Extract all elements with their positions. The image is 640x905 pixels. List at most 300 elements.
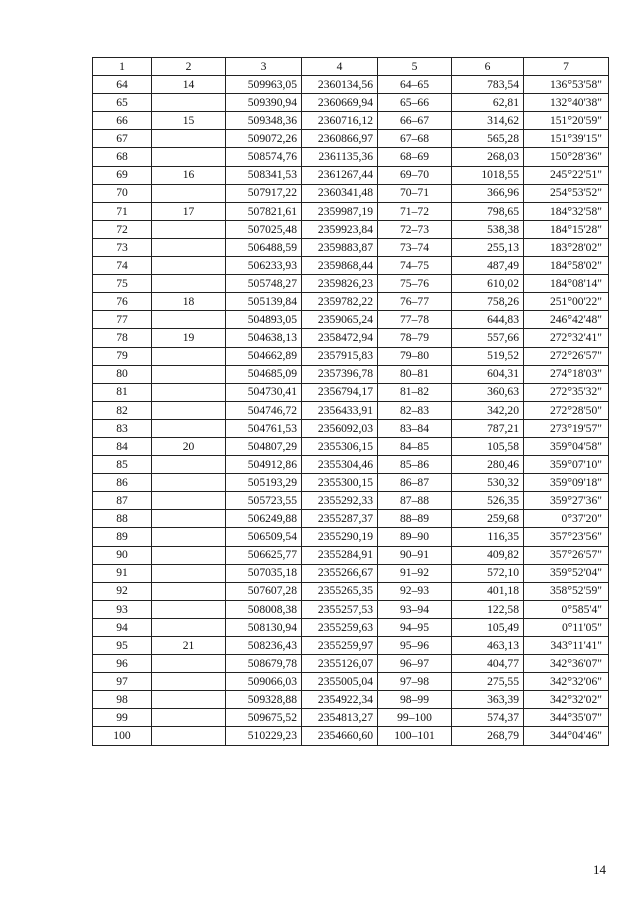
header-cell: 6: [452, 58, 524, 76]
table-row: [93, 510, 609, 528]
table-row: [93, 691, 609, 709]
segment-cell: 66–67: [378, 112, 452, 130]
x-coordinate-cell: 508341,53: [226, 166, 302, 184]
x-coordinate-cell: 506625,77: [226, 546, 302, 564]
segment-cell: 88–89: [378, 510, 452, 528]
bearing-cell: 344°04'46": [524, 727, 609, 745]
table-row: [93, 257, 609, 275]
y-coordinate-cell: 2356092,03: [302, 419, 378, 437]
sheet-number-cell: [152, 238, 226, 256]
table-body: [93, 58, 609, 746]
distance-cell: 62,81: [452, 94, 524, 112]
x-coordinate-cell: 504912,86: [226, 456, 302, 474]
x-coordinate-cell: 510229,23: [226, 727, 302, 745]
distance-cell: 758,26: [452, 293, 524, 311]
sheet-number-cell: [152, 727, 226, 745]
y-coordinate-cell: 2355300,15: [302, 474, 378, 492]
x-coordinate-cell: 507025,48: [226, 220, 302, 238]
table-row: [93, 76, 609, 94]
bearing-cell: 359°04'58": [524, 437, 609, 455]
table-row: [93, 456, 609, 474]
sheet-number-cell: [152, 456, 226, 474]
distance-cell: 275,55: [452, 673, 524, 691]
bearing-cell: 184°08'14": [524, 275, 609, 293]
bearing-cell: 246°42'48": [524, 311, 609, 329]
point-number-cell: 89: [93, 528, 152, 546]
sheet-number-cell: [152, 655, 226, 673]
distance-cell: 122,58: [452, 600, 524, 618]
distance-cell: 404,77: [452, 655, 524, 673]
x-coordinate-cell: 505748,27: [226, 275, 302, 293]
sheet-number-cell: 21: [152, 637, 226, 655]
bearing-cell: 184°32'58": [524, 202, 609, 220]
table-row: [93, 383, 609, 401]
table-row: [93, 528, 609, 546]
sheet-number-cell: 18: [152, 293, 226, 311]
point-number-cell: 68: [93, 148, 152, 166]
point-number-cell: 77: [93, 311, 152, 329]
table-row: [93, 112, 609, 130]
segment-cell: 91–92: [378, 564, 452, 582]
y-coordinate-cell: 2355284,91: [302, 546, 378, 564]
table-row: [93, 202, 609, 220]
y-coordinate-cell: 2357915,83: [302, 347, 378, 365]
sheet-number-cell: [152, 257, 226, 275]
x-coordinate-cell: 505193,29: [226, 474, 302, 492]
y-coordinate-cell: 2355257,53: [302, 600, 378, 618]
x-coordinate-cell: 504807,29: [226, 437, 302, 455]
segment-cell: 94–95: [378, 618, 452, 636]
bearing-cell: 359°52'04": [524, 564, 609, 582]
point-number-cell: 93: [93, 600, 152, 618]
bearing-cell: 254°53'52": [524, 184, 609, 202]
table-row: [93, 582, 609, 600]
sheet-number-cell: [152, 94, 226, 112]
x-coordinate-cell: 506509,54: [226, 528, 302, 546]
sheet-number-cell: 19: [152, 329, 226, 347]
segment-cell: 89–90: [378, 528, 452, 546]
distance-cell: 116,35: [452, 528, 524, 546]
point-number-cell: 69: [93, 166, 152, 184]
bearing-cell: 0°11'05": [524, 618, 609, 636]
table-row: [93, 166, 609, 184]
y-coordinate-cell: 2355287,37: [302, 510, 378, 528]
segment-cell: 68–69: [378, 148, 452, 166]
point-number-cell: 81: [93, 383, 152, 401]
header-cell: 3: [226, 58, 302, 76]
table-row: [93, 329, 609, 347]
table-row: [93, 401, 609, 419]
sheet-number-cell: [152, 709, 226, 727]
y-coordinate-cell: 2359883,87: [302, 238, 378, 256]
segment-cell: 79–80: [378, 347, 452, 365]
bearing-cell: 358°52'59": [524, 582, 609, 600]
point-number-cell: 99: [93, 709, 152, 727]
point-number-cell: 100: [93, 727, 152, 745]
x-coordinate-cell: 508130,94: [226, 618, 302, 636]
point-number-cell: 70: [93, 184, 152, 202]
table-row: [93, 637, 609, 655]
sheet-number-cell: [152, 474, 226, 492]
point-number-cell: 98: [93, 691, 152, 709]
segment-cell: 75–76: [378, 275, 452, 293]
segment-cell: 70–71: [378, 184, 452, 202]
y-coordinate-cell: 2359923,84: [302, 220, 378, 238]
bearing-cell: 132°40'38": [524, 94, 609, 112]
bearing-cell: 344°35'07": [524, 709, 609, 727]
bearing-cell: 342°32'02": [524, 691, 609, 709]
segment-cell: 95–96: [378, 637, 452, 655]
point-number-cell: 88: [93, 510, 152, 528]
y-coordinate-cell: 2359868,44: [302, 257, 378, 275]
point-number-cell: 71: [93, 202, 152, 220]
coordinates-table: [92, 57, 609, 746]
y-coordinate-cell: 2354922,34: [302, 691, 378, 709]
y-coordinate-cell: 2359782,22: [302, 293, 378, 311]
sheet-number-cell: [152, 419, 226, 437]
sheet-number-cell: 16: [152, 166, 226, 184]
segment-cell: 82–83: [378, 401, 452, 419]
distance-cell: 487,49: [452, 257, 524, 275]
segment-cell: 81–82: [378, 383, 452, 401]
bearing-cell: 342°36'07": [524, 655, 609, 673]
y-coordinate-cell: 2355005,04: [302, 673, 378, 691]
sheet-number-cell: [152, 347, 226, 365]
x-coordinate-cell: 508008,38: [226, 600, 302, 618]
distance-cell: 526,35: [452, 492, 524, 510]
header-cell: 7: [524, 58, 609, 76]
table-row: [93, 275, 609, 293]
table-row: [93, 474, 609, 492]
x-coordinate-cell: 509348,36: [226, 112, 302, 130]
sheet-number-cell: [152, 401, 226, 419]
segment-cell: 73–74: [378, 238, 452, 256]
point-number-cell: 91: [93, 564, 152, 582]
distance-cell: 463,13: [452, 637, 524, 655]
bearing-cell: 0°37'20": [524, 510, 609, 528]
distance-cell: 538,38: [452, 220, 524, 238]
sheet-number-cell: 17: [152, 202, 226, 220]
sheet-number-cell: [152, 564, 226, 582]
table-row: [93, 492, 609, 510]
sheet-number-cell: [152, 148, 226, 166]
y-coordinate-cell: 2355290,19: [302, 528, 378, 546]
point-number-cell: 83: [93, 419, 152, 437]
bearing-cell: 183°28'02": [524, 238, 609, 256]
point-number-cell: 79: [93, 347, 152, 365]
distance-cell: 268,03: [452, 148, 524, 166]
bearing-cell: 272°26'57": [524, 347, 609, 365]
bearing-cell: 136°53'58": [524, 76, 609, 94]
sheet-number-cell: 20: [152, 437, 226, 455]
x-coordinate-cell: 509066,03: [226, 673, 302, 691]
bearing-cell: 245°22'51": [524, 166, 609, 184]
x-coordinate-cell: 505723,55: [226, 492, 302, 510]
table-row: [93, 220, 609, 238]
distance-cell: 342,20: [452, 401, 524, 419]
point-number-cell: 72: [93, 220, 152, 238]
segment-cell: 65–66: [378, 94, 452, 112]
x-coordinate-cell: 509963,05: [226, 76, 302, 94]
table-header-row: [93, 58, 609, 76]
table-row: [93, 673, 609, 691]
sheet-number-cell: [152, 492, 226, 510]
bearing-cell: 343°11'41": [524, 637, 609, 655]
segment-cell: 86–87: [378, 474, 452, 492]
point-number-cell: 64: [93, 76, 152, 94]
x-coordinate-cell: 507821,61: [226, 202, 302, 220]
sheet-number-cell: [152, 546, 226, 564]
point-number-cell: 80: [93, 365, 152, 383]
bearing-cell: 151°20'59": [524, 112, 609, 130]
segment-cell: 100–101: [378, 727, 452, 745]
x-coordinate-cell: 504761,53: [226, 419, 302, 437]
y-coordinate-cell: 2355306,15: [302, 437, 378, 455]
point-number-cell: 96: [93, 655, 152, 673]
distance-cell: 363,39: [452, 691, 524, 709]
distance-cell: 1018,55: [452, 166, 524, 184]
segment-cell: 72–73: [378, 220, 452, 238]
table-row: [93, 184, 609, 202]
sheet-number-cell: [152, 220, 226, 238]
table-row: [93, 148, 609, 166]
y-coordinate-cell: 2356433,91: [302, 401, 378, 419]
distance-cell: 565,28: [452, 130, 524, 148]
table-row: [93, 311, 609, 329]
segment-cell: 84–85: [378, 437, 452, 455]
segment-cell: 78–79: [378, 329, 452, 347]
point-number-cell: 74: [93, 257, 152, 275]
sheet-number-cell: [152, 600, 226, 618]
header-cell: 2: [152, 58, 226, 76]
table-row: [93, 564, 609, 582]
point-number-cell: 84: [93, 437, 152, 455]
bearing-cell: 272°28'50": [524, 401, 609, 419]
y-coordinate-cell: 2360866,97: [302, 130, 378, 148]
distance-cell: 574,37: [452, 709, 524, 727]
point-number-cell: 78: [93, 329, 152, 347]
point-number-cell: 66: [93, 112, 152, 130]
x-coordinate-cell: 508679,78: [226, 655, 302, 673]
segment-cell: 87–88: [378, 492, 452, 510]
distance-cell: 314,62: [452, 112, 524, 130]
sheet-number-cell: [152, 618, 226, 636]
header-cell: 4: [302, 58, 378, 76]
y-coordinate-cell: 2359065,24: [302, 311, 378, 329]
y-coordinate-cell: 2355126,07: [302, 655, 378, 673]
distance-cell: 105,58: [452, 437, 524, 455]
segment-cell: 93–94: [378, 600, 452, 618]
table-row: [93, 419, 609, 437]
bearing-cell: 184°58'02": [524, 257, 609, 275]
segment-cell: 98–99: [378, 691, 452, 709]
x-coordinate-cell: 507035,18: [226, 564, 302, 582]
table-row: [93, 347, 609, 365]
distance-cell: 644,83: [452, 311, 524, 329]
segment-cell: 92–93: [378, 582, 452, 600]
y-coordinate-cell: 2355265,35: [302, 582, 378, 600]
distance-cell: 360,63: [452, 383, 524, 401]
y-coordinate-cell: 2357396,78: [302, 365, 378, 383]
sheet-number-cell: [152, 510, 226, 528]
y-coordinate-cell: 2354660,60: [302, 727, 378, 745]
distance-cell: 530,32: [452, 474, 524, 492]
sheet-number-cell: [152, 130, 226, 148]
segment-cell: 96–97: [378, 655, 452, 673]
y-coordinate-cell: 2354813,27: [302, 709, 378, 727]
y-coordinate-cell: 2355292,33: [302, 492, 378, 510]
distance-cell: 557,66: [452, 329, 524, 347]
bearing-cell: 357°23'56": [524, 528, 609, 546]
x-coordinate-cell: 507607,28: [226, 582, 302, 600]
point-number-cell: 86: [93, 474, 152, 492]
point-number-cell: 87: [93, 492, 152, 510]
x-coordinate-cell: 504893,05: [226, 311, 302, 329]
distance-cell: 783,54: [452, 76, 524, 94]
header-cell: 1: [93, 58, 152, 76]
table-row: [93, 546, 609, 564]
header-cell: 5: [378, 58, 452, 76]
table-row: [93, 293, 609, 311]
bearing-cell: 274°18'03": [524, 365, 609, 383]
table-row: [93, 600, 609, 618]
segment-cell: 77–78: [378, 311, 452, 329]
x-coordinate-cell: 504662,89: [226, 347, 302, 365]
x-coordinate-cell: 507917,22: [226, 184, 302, 202]
bearing-cell: 151°39'15": [524, 130, 609, 148]
x-coordinate-cell: 509328,88: [226, 691, 302, 709]
segment-cell: 64–65: [378, 76, 452, 94]
x-coordinate-cell: 506233,93: [226, 257, 302, 275]
table-row: [93, 709, 609, 727]
distance-cell: 787,21: [452, 419, 524, 437]
point-number-cell: 67: [93, 130, 152, 148]
y-coordinate-cell: 2360341,48: [302, 184, 378, 202]
point-number-cell: 90: [93, 546, 152, 564]
x-coordinate-cell: 508574,76: [226, 148, 302, 166]
bearing-cell: 359°07'10": [524, 456, 609, 474]
sheet-number-cell: [152, 383, 226, 401]
sheet-number-cell: 15: [152, 112, 226, 130]
table-row: [93, 365, 609, 383]
sheet-number-cell: 14: [152, 76, 226, 94]
distance-cell: 280,46: [452, 456, 524, 474]
y-coordinate-cell: 2356794,17: [302, 383, 378, 401]
x-coordinate-cell: 505139,84: [226, 293, 302, 311]
bearing-cell: 273°19'57": [524, 419, 609, 437]
x-coordinate-cell: 508236,43: [226, 637, 302, 655]
y-coordinate-cell: 2361135,36: [302, 148, 378, 166]
sheet-number-cell: [152, 691, 226, 709]
table-row: [93, 94, 609, 112]
segment-cell: 69–70: [378, 166, 452, 184]
x-coordinate-cell: 506249,88: [226, 510, 302, 528]
bearing-cell: 359°09'18": [524, 474, 609, 492]
table-row: [93, 618, 609, 636]
point-number-cell: 95: [93, 637, 152, 655]
sheet-number-cell: [152, 184, 226, 202]
bearing-cell: 272°32'41": [524, 329, 609, 347]
segment-cell: 76–77: [378, 293, 452, 311]
point-number-cell: 65: [93, 94, 152, 112]
distance-cell: 519,52: [452, 347, 524, 365]
x-coordinate-cell: 504685,09: [226, 365, 302, 383]
table-row: [93, 437, 609, 455]
y-coordinate-cell: 2360716,12: [302, 112, 378, 130]
bearing-cell: 184°15'28": [524, 220, 609, 238]
distance-cell: 401,18: [452, 582, 524, 600]
x-coordinate-cell: 509390,94: [226, 94, 302, 112]
y-coordinate-cell: 2360669,94: [302, 94, 378, 112]
distance-cell: 409,82: [452, 546, 524, 564]
segment-cell: 80–81: [378, 365, 452, 383]
segment-cell: 85–86: [378, 456, 452, 474]
x-coordinate-cell: 509072,26: [226, 130, 302, 148]
y-coordinate-cell: 2358472,94: [302, 329, 378, 347]
bearing-cell: 342°32'06": [524, 673, 609, 691]
sheet-number-cell: [152, 311, 226, 329]
segment-cell: 71–72: [378, 202, 452, 220]
bearing-cell: 357°26'57": [524, 546, 609, 564]
distance-cell: 572,10: [452, 564, 524, 582]
sheet-number-cell: [152, 582, 226, 600]
y-coordinate-cell: 2355259,97: [302, 637, 378, 655]
bearing-cell: 251°00'22": [524, 293, 609, 311]
bearing-cell: 0°585'4": [524, 600, 609, 618]
sheet-number-cell: [152, 673, 226, 691]
table-row: [93, 655, 609, 673]
page-number: 14: [593, 862, 606, 877]
distance-cell: 366,96: [452, 184, 524, 202]
x-coordinate-cell: 504730,41: [226, 383, 302, 401]
point-number-cell: 75: [93, 275, 152, 293]
x-coordinate-cell: 504638,13: [226, 329, 302, 347]
point-number-cell: 92: [93, 582, 152, 600]
y-coordinate-cell: 2355304,46: [302, 456, 378, 474]
bearing-cell: 150°28'36": [524, 148, 609, 166]
segment-cell: 67–68: [378, 130, 452, 148]
table-row: [93, 238, 609, 256]
segment-cell: 83–84: [378, 419, 452, 437]
point-number-cell: 73: [93, 238, 152, 256]
y-coordinate-cell: 2355259,63: [302, 618, 378, 636]
sheet-number-cell: [152, 365, 226, 383]
y-coordinate-cell: 2359987,19: [302, 202, 378, 220]
distance-cell: 610,02: [452, 275, 524, 293]
y-coordinate-cell: 2361267,44: [302, 166, 378, 184]
point-number-cell: 94: [93, 618, 152, 636]
distance-cell: 255,13: [452, 238, 524, 256]
bearing-cell: 359°27'36": [524, 492, 609, 510]
segment-cell: 90–91: [378, 546, 452, 564]
y-coordinate-cell: 2359826,23: [302, 275, 378, 293]
point-number-cell: 85: [93, 456, 152, 474]
segment-cell: 74–75: [378, 257, 452, 275]
x-coordinate-cell: 509675,52: [226, 709, 302, 727]
x-coordinate-cell: 504746,72: [226, 401, 302, 419]
bearing-cell: 272°35'32": [524, 383, 609, 401]
table-row: [93, 727, 609, 745]
segment-cell: 99–100: [378, 709, 452, 727]
y-coordinate-cell: 2360134,56: [302, 76, 378, 94]
table-row: [93, 130, 609, 148]
distance-cell: 268,79: [452, 727, 524, 745]
sheet-number-cell: [152, 275, 226, 293]
x-coordinate-cell: 506488,59: [226, 238, 302, 256]
point-number-cell: 97: [93, 673, 152, 691]
point-number-cell: 76: [93, 293, 152, 311]
segment-cell: 97–98: [378, 673, 452, 691]
